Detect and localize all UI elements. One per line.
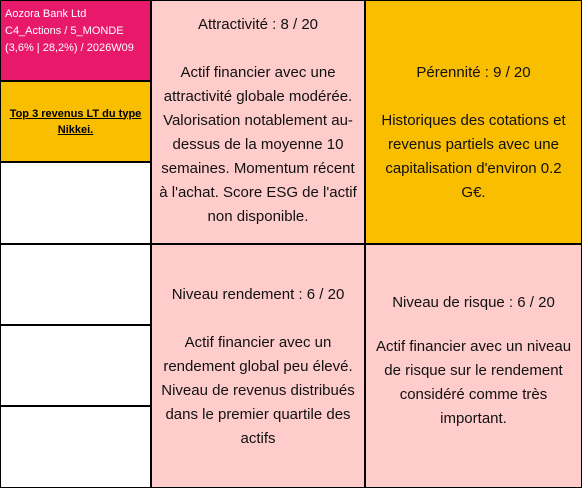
rendement-description: Actif financier avec un rendement global peu élevé. Niveau de revenus distribués dans le premier quartile des actifs: [161, 334, 355, 447]
perennite-description: Historiques des cotations et revenus partiels avec une capitalisation d'environ 0.2 G€.: [381, 112, 566, 201]
empty-cell: [0, 406, 151, 488]
empty-cell: [0, 162, 151, 244]
asset-header: [0, 0, 151, 81]
perennite-title: Pérennité : 9 / 20: [416, 64, 531, 81]
empty-cell: [0, 244, 151, 325]
empty-cell: [0, 325, 151, 406]
attractivite-description: Actif financier avec une attractivité globale modérée. Valorisation notablement au-dessus de la moyenne 10 semaines. Momentum récent à l'achat. Score ESG de l'actif non disponible.: [159, 64, 357, 225]
attractivite-panel: [151, 0, 365, 244]
top3-revenus-link[interactable]: [0, 81, 151, 162]
risque-description: Actif financier avec un niveau de risque sur le rendement considéré comme très important.: [375, 338, 572, 427]
rendement-title: Niveau rendement : 6 / 20: [171, 286, 345, 303]
company-name: Aozora Bank Ltd: [5, 8, 87, 20]
perennite-panel: [365, 0, 582, 244]
risque-panel: [365, 244, 582, 488]
performance-stats: (3,6% | 28,2%) / 2026W09: [5, 42, 134, 54]
rendement-panel: [151, 244, 365, 488]
attractivite-title: Attractivité : 8 / 20: [197, 16, 319, 33]
top3-label: Top 3 revenus LT du type Nikkei.: [9, 107, 142, 136]
risque-title: Niveau de risque : 6 / 20: [392, 294, 555, 311]
portfolio-path: C4_Actions / 5_MONDE: [5, 25, 124, 37]
